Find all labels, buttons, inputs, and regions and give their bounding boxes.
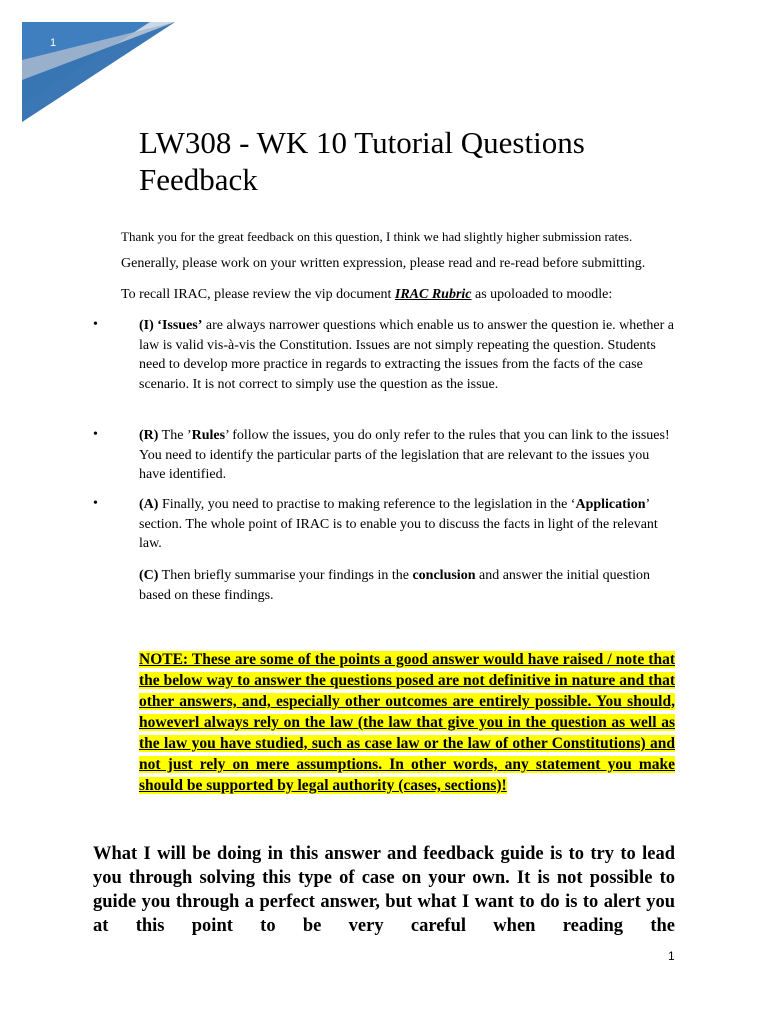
rules-term: Rules bbox=[191, 428, 226, 443]
page-title: LW308 - WK 10 Tutorial Questions Feedback bbox=[139, 125, 585, 197]
bullet-icon: • bbox=[93, 496, 98, 511]
note-text: NOTE: These are some of the points a good answer would have raised / note that the below way to answer the questions posed are not definitive in nature and that other answers, and, especially other outcomes are entirely possible. You should, howeverl always rely on the law (the law that give you in the question as well as the law you have studied, such as case law or the law of other Constitutions) and not just rely on mere assumptions. In other words, any statement you make should be supported by legal authority (cases, sections)! bbox=[139, 651, 675, 794]
conclusion-text: and answer the initial question based on these findings. bbox=[139, 568, 651, 603]
expression-paragraph: Generally, please work on your written expression, please read and re-read before submitting. bbox=[121, 256, 646, 271]
footer-page-number: 1 bbox=[668, 949, 675, 963]
intro-paragraph: Thank you for the great feedback on this question, I think we had slightly higher submission rates. bbox=[121, 229, 633, 244]
recall-suffix: as upoloaded to moodle: bbox=[471, 287, 613, 302]
corner-page-number: 1 bbox=[50, 37, 57, 49]
application-pre: Finally, you need to practise to making reference to the legislation in the ‘ bbox=[158, 497, 576, 512]
rules-marker: (R) bbox=[139, 428, 159, 443]
issues-marker: (I) bbox=[139, 318, 154, 333]
guide-paragraph: What I will be doing in this answer and feedback guide is to try to lead you through solving this type of case on your own. It is not possible to guide you through a perfect answer, but what I want to do is to alert you at this point to be very careful when reading the bbox=[93, 844, 675, 936]
bullet-icon: • bbox=[93, 427, 98, 442]
application-item bbox=[139, 495, 679, 554]
issues-term: ‘Issues’ bbox=[157, 318, 203, 333]
rules-text: ’ follow the issues, you do only refer to the rules that you can link to the issues! You need to identify the particular parts of the legislation that are relevant to the issues you have identified. bbox=[139, 428, 670, 482]
conclusion-pre: Then briefly summarise your findings in the bbox=[158, 568, 413, 583]
issues-text: are always narrower questions which enable us to answer the question ie. whether a law is valid vis-à-vis the Constitution. Issues are not simply repeating the question. Students need to develop more practice in regards to extracting the issues from the facts of the case scenario. It is not correct to simply use the question as the issue. bbox=[139, 318, 674, 392]
conclusion-term: conclusion bbox=[412, 568, 476, 583]
rules-item bbox=[139, 426, 679, 485]
conclusion-marker: (C) bbox=[139, 568, 159, 583]
application-term: Application bbox=[575, 497, 646, 512]
recall-prefix: To recall IRAC, please review the vip document bbox=[121, 287, 395, 302]
irac-rubric-link[interactable]: IRAC Rubric bbox=[394, 287, 472, 302]
application-marker: (A) bbox=[139, 497, 159, 512]
application-text: ’ section. The whole point of IRAC is to enable you to discuss the facts in light of the relevant law. bbox=[139, 497, 658, 551]
recall-paragraph bbox=[121, 285, 612, 304]
issues-item bbox=[139, 316, 679, 394]
rules-pre: The ’ bbox=[158, 428, 192, 443]
corner-shape-icon bbox=[0, 0, 180, 125]
page-corner-decoration bbox=[0, 0, 180, 125]
highlighted-note bbox=[139, 649, 675, 796]
conclusion-item bbox=[139, 566, 679, 605]
bullet-icon: • bbox=[93, 317, 98, 332]
